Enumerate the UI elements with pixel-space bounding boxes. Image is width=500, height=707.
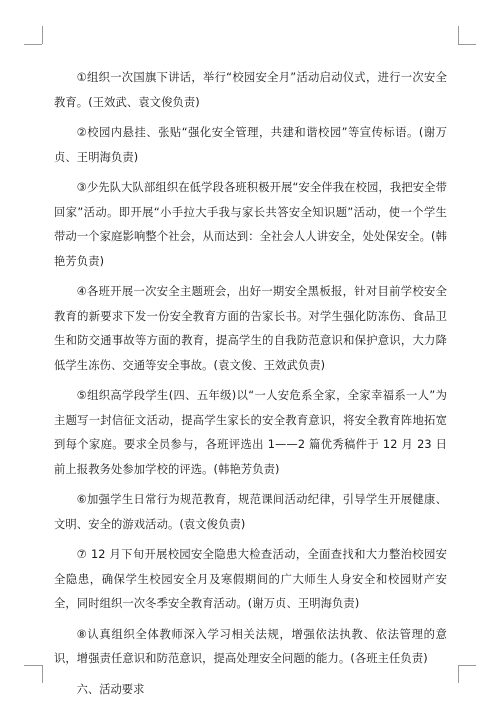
crop-mark-top-right-vertical: [458, 26, 459, 44]
document-body: [54, 66, 447, 702]
paragraph-item-8: ⑧认真组织全体教师深入学习相关法规，增强依法执教、依法管理的意识，增强责任意识和防范意识，提高处理安全问题的能力。(各班主任负责): [54, 627, 447, 665]
crop-mark-bottom-right-horizontal: [458, 665, 476, 666]
paragraph-item-6: ⑥加强学生日常行为规范教育，规范课间活动纪律，引导学生开展健康、文明、安全的游戏活动。(袁文俊负责): [54, 493, 447, 531]
paragraph-item-7: ⑦ 12 月下旬开展校园安全隐患大检查活动，全面查找和大力整治校园安全隐患，确保学生校园安全月及寒假期间的广大师生人身安全和校园财产安全，同时组织一次冬季安全教育活动。(谢万贞、王明海负责): [54, 548, 447, 610]
crop-mark-top-right-horizontal: [458, 44, 476, 45]
crop-mark-top-left-vertical: [42, 26, 43, 44]
paragraph-item-1: ①组织一次国旗下讲话，举行“校园安全月”活动启动仪式，进行一次安全教育。(王效武、袁文俊负责): [54, 71, 447, 109]
crop-mark-top-left-horizontal: [24, 44, 42, 45]
crop-mark-bottom-left-horizontal: [24, 665, 42, 666]
paragraph-item-5: ⑤组织高学段学生(四、五年级)以“一人安危系全家，全家幸福系一人”为主题写一封信征文活动，提高学生家长的安全教育意识，将安全教育阵地拓宽到每个家庭。要求全员参与，各班评选出 1——2 篇优秀稿件于 12 月 23 日前上报教务处参加学校的评选。(韩艳芳负责): [54, 389, 447, 476]
paragraph-item-2: ②校园内悬挂、张贴“强化安全管理，共建和谐校园”等宣传标语。(谢万贞、王明海负责): [54, 126, 447, 164]
paragraph-item-4: ④各班开展一次安全主题班会，出好一期安全黑板报，针对目前学校安全教育的新要求下发一份安全教育方面的告家长书。对学生强化防冻伤、食品卫生和防交通事故等方面的教育，提高学生的自我防范意识和保护意识，大力降低学生冻伤、交通等安全事故。(袁文俊、王效武负责): [54, 285, 447, 372]
paragraph-item-3: ③少先队大队部组织在低学段各班积极开展“安全伴我在校园，我把安全带回家”活动。即开展“小手拉大手我与家长共答安全知识题”活动，使一个学生带动一个家庭影响整个社会，从而达到：全社会人人讲安全，处处保安全。(韩艳芳负责): [54, 181, 447, 268]
crop-mark-bottom-right-vertical: [458, 665, 459, 683]
section-heading: 六、活动要求: [76, 682, 145, 696]
crop-mark-bottom-left-vertical: [42, 665, 43, 683]
